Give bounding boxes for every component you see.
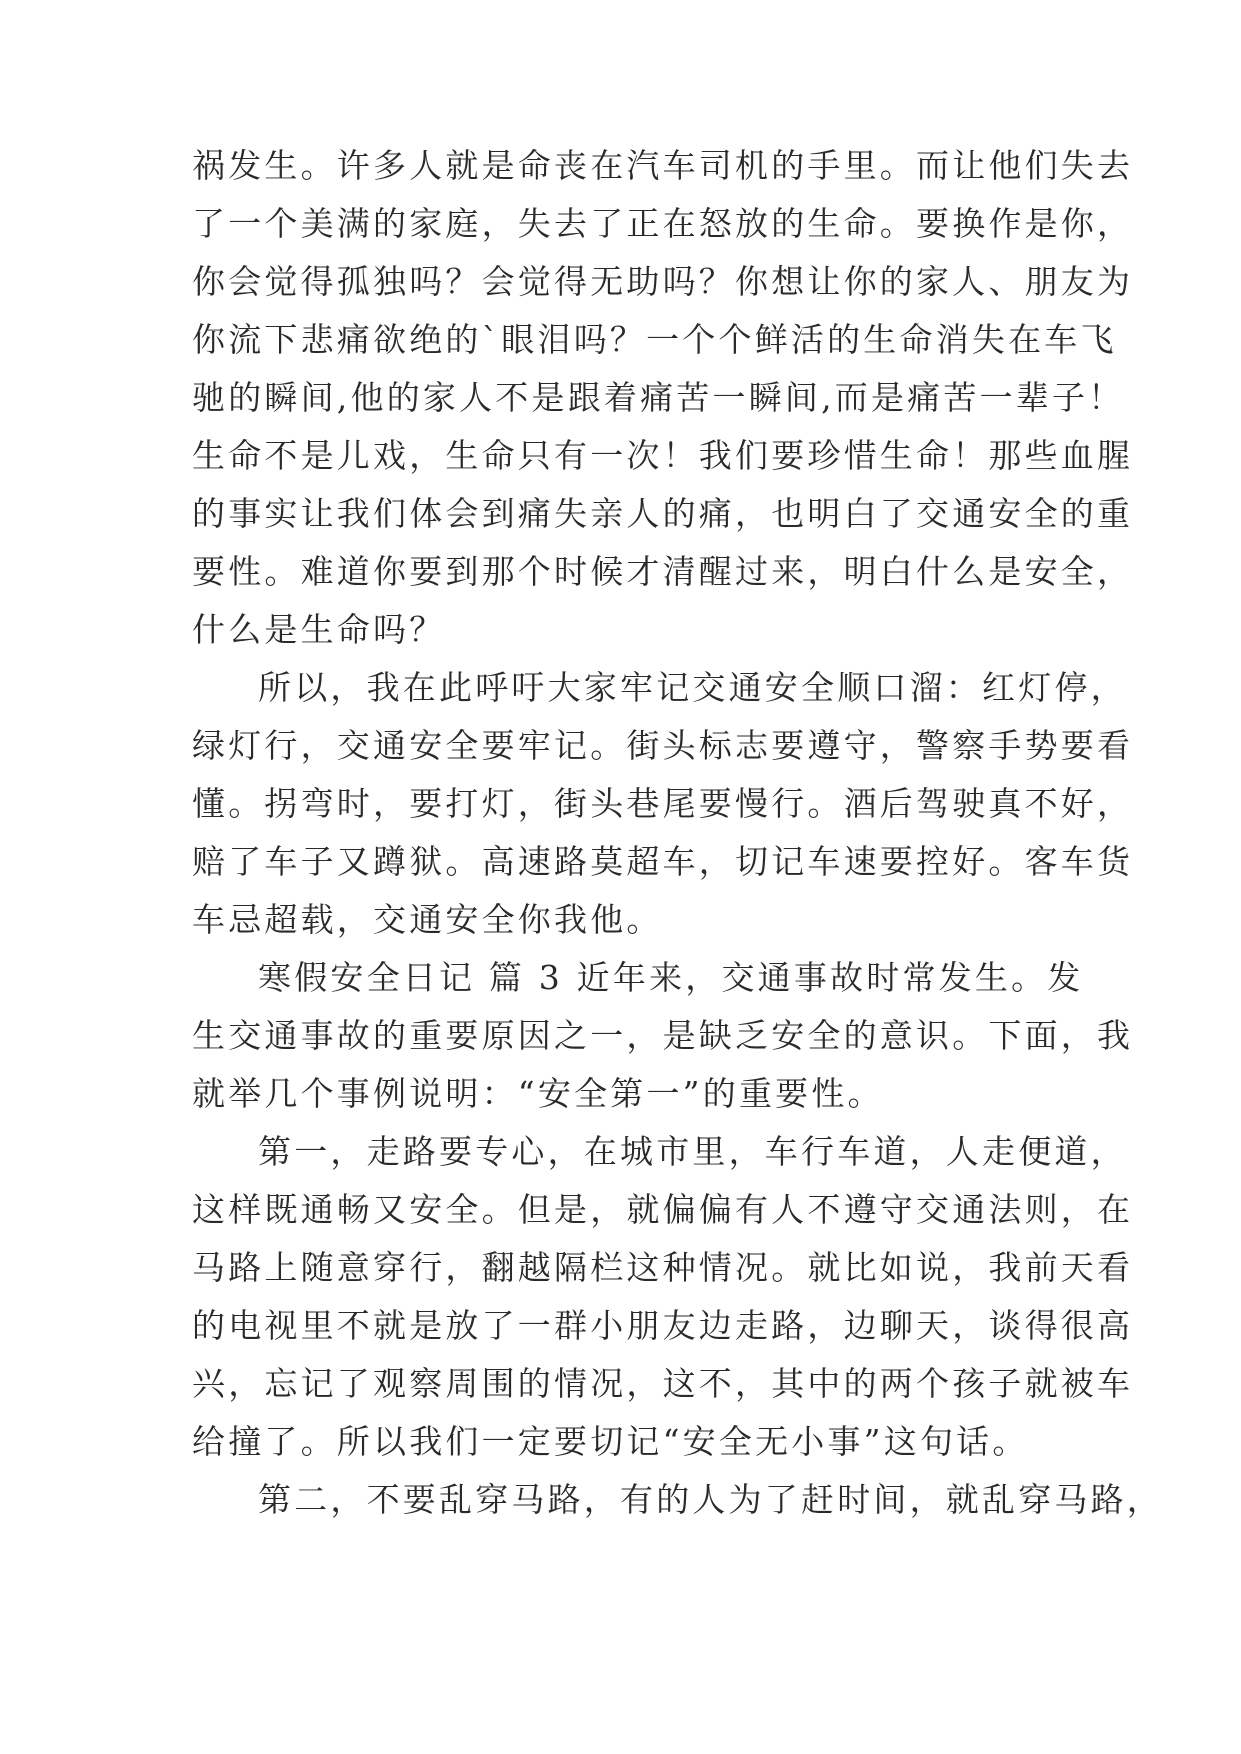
text-line: 这样既通畅又安全。但是，就偏偏有人不遵守交通法则，在 <box>192 1190 1134 1229</box>
text-line: 你流下悲痛欲绝的`眼泪吗？一个个鲜活的生命消失在车飞 <box>192 320 1117 359</box>
text-line: 绿灯行，交通安全要牢记。街头标志要遵守，警察手势要看 <box>192 726 1134 765</box>
text-line: 懂。拐弯时，要打灯，街头巷尾要慢行。酒后驾驶真不好， <box>192 784 1134 823</box>
text-line: 马路上随意穿行，翻越隔栏这种情况。就比如说，我前天看 <box>192 1248 1134 1287</box>
paragraph-first-line: 第一，走路要专心，在城市里，车行车道，人走便道， <box>258 1132 1127 1171</box>
text-line: 了一个美满的家庭，失去了正在怒放的生命。要换作是你， <box>192 204 1134 243</box>
text-line: 的事实让我们体会到痛失亲人的痛，也明白了交通安全的重 <box>192 494 1134 533</box>
text-line: 兴，忘记了观察周围的情况，这不，其中的两个孩子就被车 <box>192 1364 1134 1403</box>
text-line: 车忌超载，交通安全你我他。 <box>192 900 663 939</box>
paragraph-first-line: 所以，我在此呼吁大家牢记交通安全顺口溜：红灯停， <box>258 668 1127 707</box>
section-heading-line: 寒假安全日记 篇 3 近年来，交通事故时常发生。发 <box>258 958 1084 997</box>
text-line: 给撞了。所以我们一定要切记“安全无小事”这句话。 <box>192 1422 1029 1461</box>
text-line: 就举几个事例说明：“安全第一”的重要性。 <box>192 1074 884 1113</box>
text-line: 赔了车子又蹲狱。高速路莫超车，切记车速要控好。客车货 <box>192 842 1134 881</box>
text-line: 生交通事故的重要原因之一，是缺乏安全的意识。下面，我 <box>192 1016 1134 1055</box>
text-line: 的电视里不就是放了一群小朋友边走路，边聊天，谈得很高 <box>192 1306 1134 1345</box>
text-line: 要性。难道你要到那个时候才清醒过来，明白什么是安全， <box>192 552 1134 591</box>
text-line: 驰的瞬间,他的家人不是跟着痛苦一瞬间,而是痛苦一辈子！ <box>192 378 1125 417</box>
paragraph-first-line: 第二，不要乱穿马路，有的人为了赶时间，就乱穿马路， <box>258 1480 1163 1519</box>
text-line: 什么是生命吗？ <box>192 610 446 649</box>
text-line: 祸发生。许多人就是命丧在汽车司机的手里。而让他们失去 <box>192 146 1134 185</box>
text-line: 你会觉得孤独吗？会觉得无助吗？你想让你的家人、朋友为 <box>192 262 1134 301</box>
text-line: 生命不是儿戏，生命只有一次！我们要珍惜生命！那些血腥 <box>192 436 1134 475</box>
